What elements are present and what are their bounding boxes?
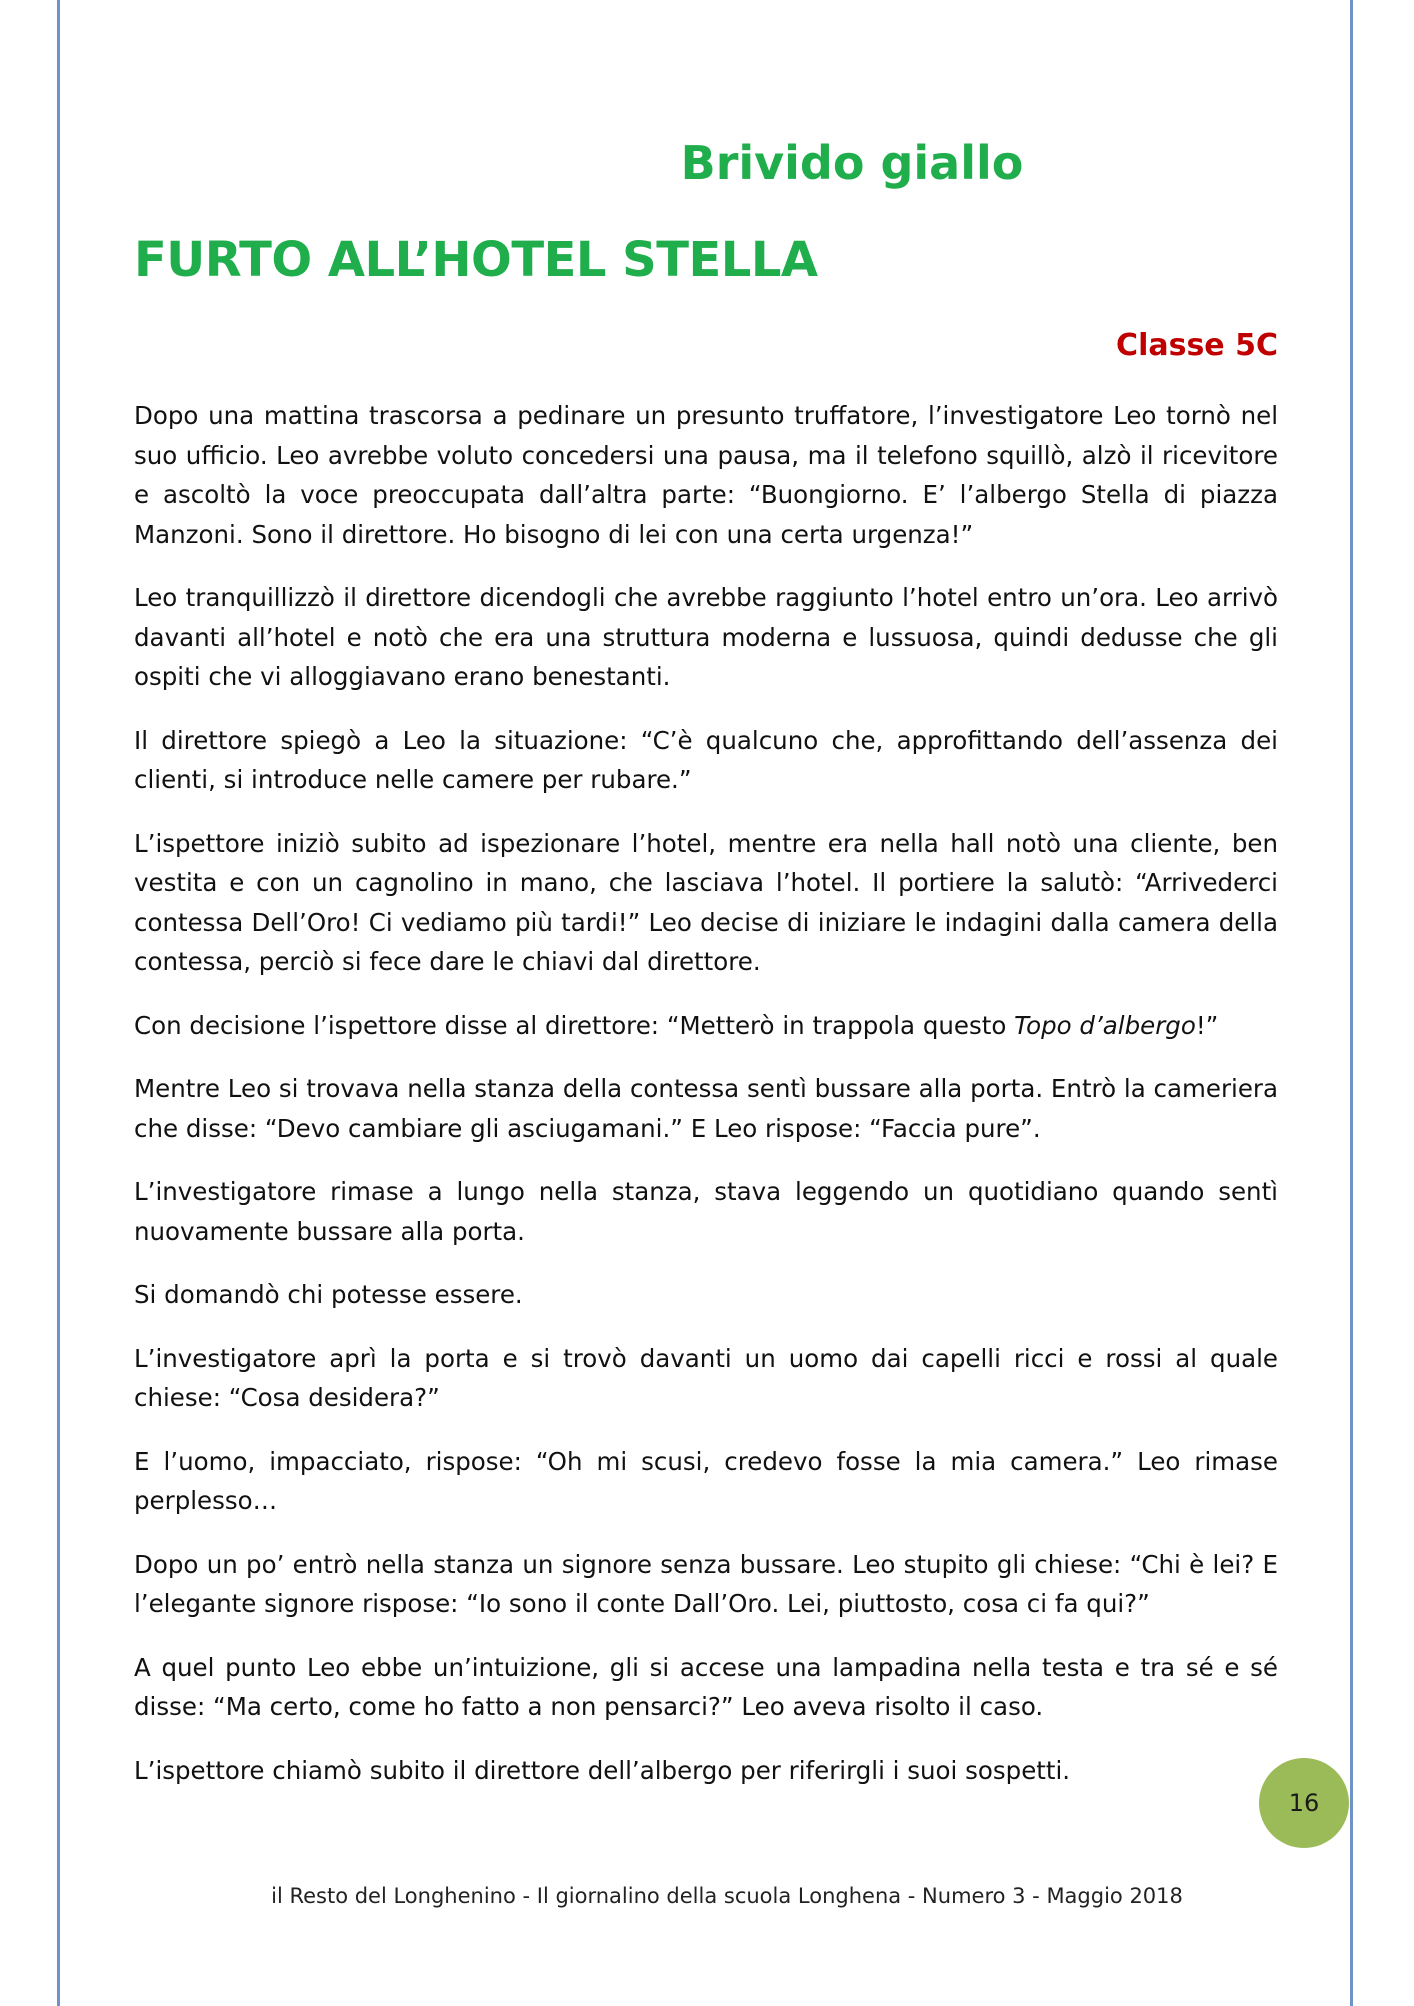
paragraph: Mentre Leo si trovava nella stanza della contessa sentì bussare alla porta. Entrò la cameriera che disse: “Devo cambiare gli asciugamani.” E Leo rispose: “Faccia pure”. [134,1074,1278,1143]
paragraph: L’ispettore iniziò subito ad ispezionare l’hotel, mentre era nella hall notò una cliente, ben vestita e con un cagnolino in mano, che lasciava l’hotel. Il portiere la salutò: “Arrivederci contessa Dell’Oro! Ci vediamo più tardi!” Leo decise di iniziare le indagini dalla camera della contessa, perciò si fece dare le chiavi dal direttore. [134,828,1278,976]
paragraph: L’investigatore aprì la porta e si trovò davanti un uomo dai capelli ricci e rossi al quale chiese: “Cosa desidera?” [134,1343,1278,1412]
page-footer: il Resto del Longhenino - Il giornalino della scuola Longhena - Numero 3 - Maggio 2018 [271,1884,1183,1908]
page-number-badge [1259,1758,1349,1848]
paragraph: L’investigatore rimase a lungo nella stanza, stava leggendo un quotidiano quando sentì nuovamente bussare alla porta. [134,1177,1278,1246]
section-title: Brivido giallo [680,136,1024,190]
author-byline: Classe 5C [1116,328,1278,363]
paragraph: Il direttore spiegò a Leo la situazione: “C’è qualcuno che, approfittando dell’assenza dei clienti, si introduce nelle camere per rubare.” [134,725,1278,794]
paragraph: E l’uomo, impacciato, rispose: “Oh mi scusi, credevo fosse la mia camera.” Leo rimase perplesso… [134,1446,1278,1515]
article-body [134,396,1278,1814]
paragraph: Si domandò chi potesse essere. [134,1280,523,1309]
paragraph: Dopo un po’ entrò nella stanza un signore senza bussare. Leo stupito gli chiese: “Chi è lei? E l’elegante signore rispose: “Io sono il conte Dall’Oro. Lei, piuttosto, cosa ci fa qui?” [134,1549,1278,1618]
paragraph: Dopo una mattina trascorsa a pedinare un presunto truffatore, l’investigatore Leo tornò nel suo ufficio. Leo avrebbe voluto concedersi una pausa, ma il telefono squillò, alzò il ricevitore e ascoltò la voce preoccupata dall’altra parte: “Buongiorno. E’ l’albergo Stella di piazza Manzoni. Sono il direttore. Ho bisogno di lei con una certa urgenza!” [134,401,1278,549]
italic-phrase: Topo d’albergo [1014,1010,1196,1040]
paragraph-part: !” [1195,1010,1219,1040]
article-title: FURTO ALL’HOTEL STELLA [134,232,818,288]
page-number: 16 [1288,1789,1320,1817]
paragraph: Leo tranquillizzò il direttore dicendogli che avrebbe raggiunto l’hotel entro un’ora. Leo arrivò davanti all’hotel e notò che era una struttura moderna e lussuosa, quindi dedusse che gli ospiti che vi alloggiavano erano benestanti. [134,583,1278,691]
paragraph: A quel punto Leo ebbe un’intuizione, gli si accese una lampadina nella testa e tra sé e sé disse: “Ma certo, come ho fatto a non pensarci?” Leo aveva risolto il caso. [134,1652,1278,1721]
paragraph-with-italic [134,1006,1278,1046]
paragraph: L’ispettore chiamò subito il direttore dell’albergo per riferirgli i suoi sospetti. [134,1755,1071,1785]
paragraph-part: Con decisione l’ispettore disse al direttore: “Metterò in trappola questo [134,1010,1015,1040]
